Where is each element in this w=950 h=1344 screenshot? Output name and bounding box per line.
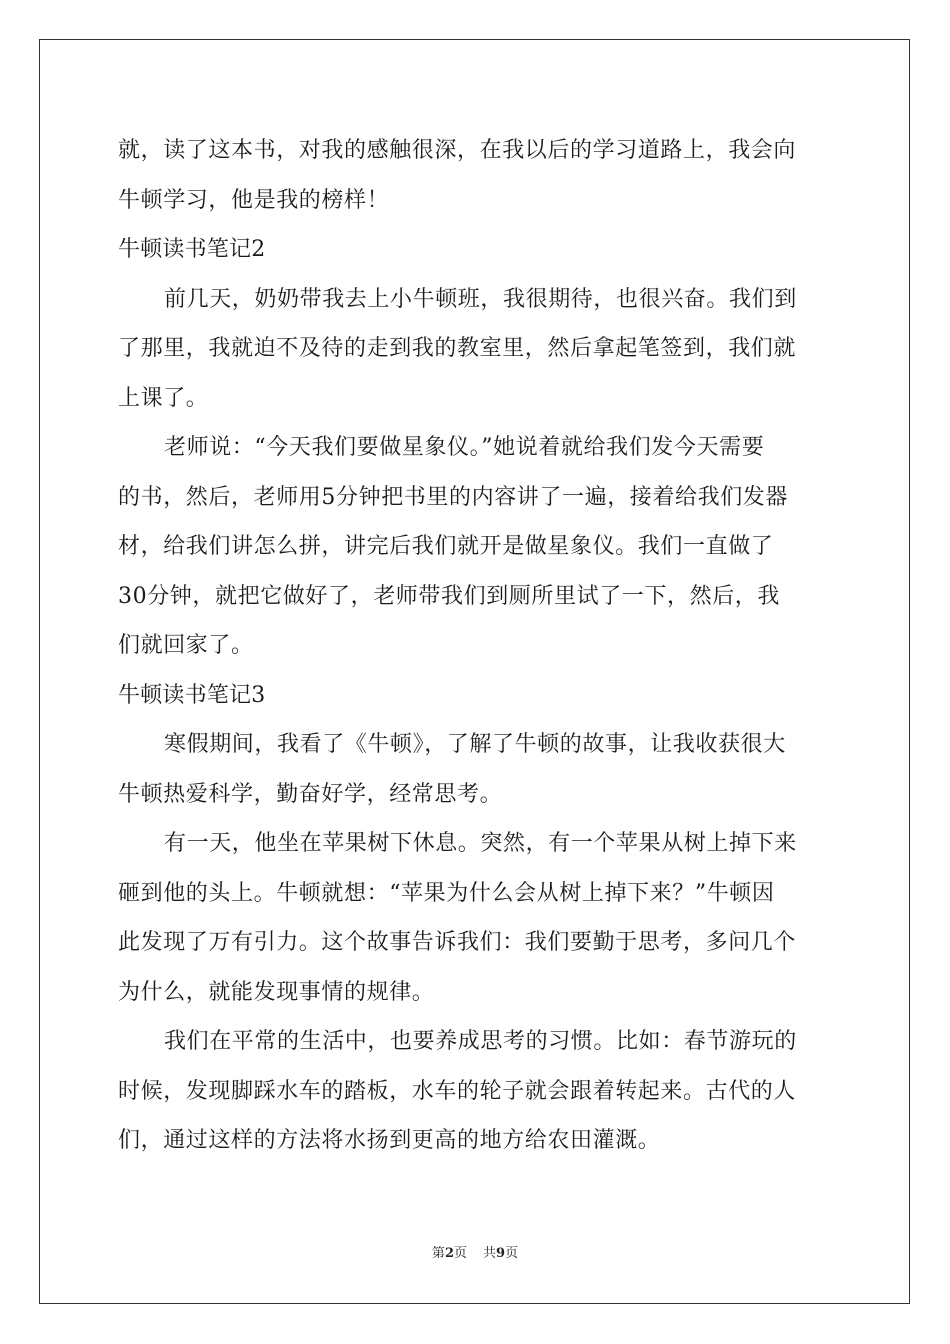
text-line: 30分钟，就把它做好了，老师带我们到厕所里试了一下，然后，我 <box>118 583 780 609</box>
paragraph-start: 前几天，奶奶带我去上小牛顿班，我很期待，也很兴奋。我们到 <box>164 286 797 312</box>
text-line: 牛顿学习，他是我的榜样！ <box>118 187 390 213</box>
total-pages-suffix: 页 <box>505 1246 519 1261</box>
text-line: 牛顿热爱科学，勤奋好学，经常思考。 <box>118 781 503 807</box>
text-line: 就，读了这本书，对我的感触很深，在我以后的学习道路上，我会向 <box>118 138 797 163</box>
text-line: 砸到他的头上。牛顿就想：“苹果为什么会从树上掉下来？”牛顿因 <box>118 880 775 906</box>
total-pages-prefix: 共 <box>483 1246 497 1261</box>
text-line: 们就回家了。 <box>118 633 254 658</box>
text-line: 上课了。 <box>118 385 209 411</box>
paragraph-start: 老师说：“今天我们要做星象仪。”她说着就给我们发今天需要 <box>164 435 765 460</box>
text-line: 为什么，就能发现事情的规律。 <box>118 979 435 1005</box>
text-line: 时候，发现脚踩水车的踏板，水车的轮子就会跟着转起来。古代的人 <box>118 1078 797 1104</box>
text-line: 了那里，我就迫不及待的走到我的教室里，然后拿起笔签到，我们就 <box>118 336 797 361</box>
text-line: 材，给我们讲怎么拼，讲完后我们就开是做星象仪。我们一直做了 <box>118 534 774 559</box>
paragraph-start: 有一天，他坐在苹果树下休息。突然，有一个苹果从树上掉下来 <box>164 831 797 856</box>
document-body <box>118 126 838 1166</box>
page-number-suffix: 页 <box>453 1246 467 1261</box>
paragraph-start: 我们在平常的生活中，也要养成思考的习惯。比如：春节游玩的 <box>164 1029 797 1054</box>
section-heading: 牛顿读书笔记3 <box>118 682 266 708</box>
page-footer <box>0 1244 950 1264</box>
paragraph-start: 寒假期间，我看了《牛顿》，了解了牛顿的故事，让我收获很大 <box>164 732 786 757</box>
text-line: 们，通过这样的方法将水扬到更高的地方给农田灌溉。 <box>118 1128 661 1153</box>
page-number-prefix: 第 <box>431 1246 445 1261</box>
section-heading: 牛顿读书笔记2 <box>118 237 266 262</box>
text-line: 的书，然后，老师用5分钟把书里的内容讲了一遍，接着给我们发器 <box>118 484 788 510</box>
current-page-number: 2 <box>444 1246 454 1261</box>
text-line: 此发现了万有引力。这个故事告诉我们：我们要勤于思考，多问几个 <box>118 930 797 955</box>
total-page-count: 9 <box>496 1246 506 1261</box>
